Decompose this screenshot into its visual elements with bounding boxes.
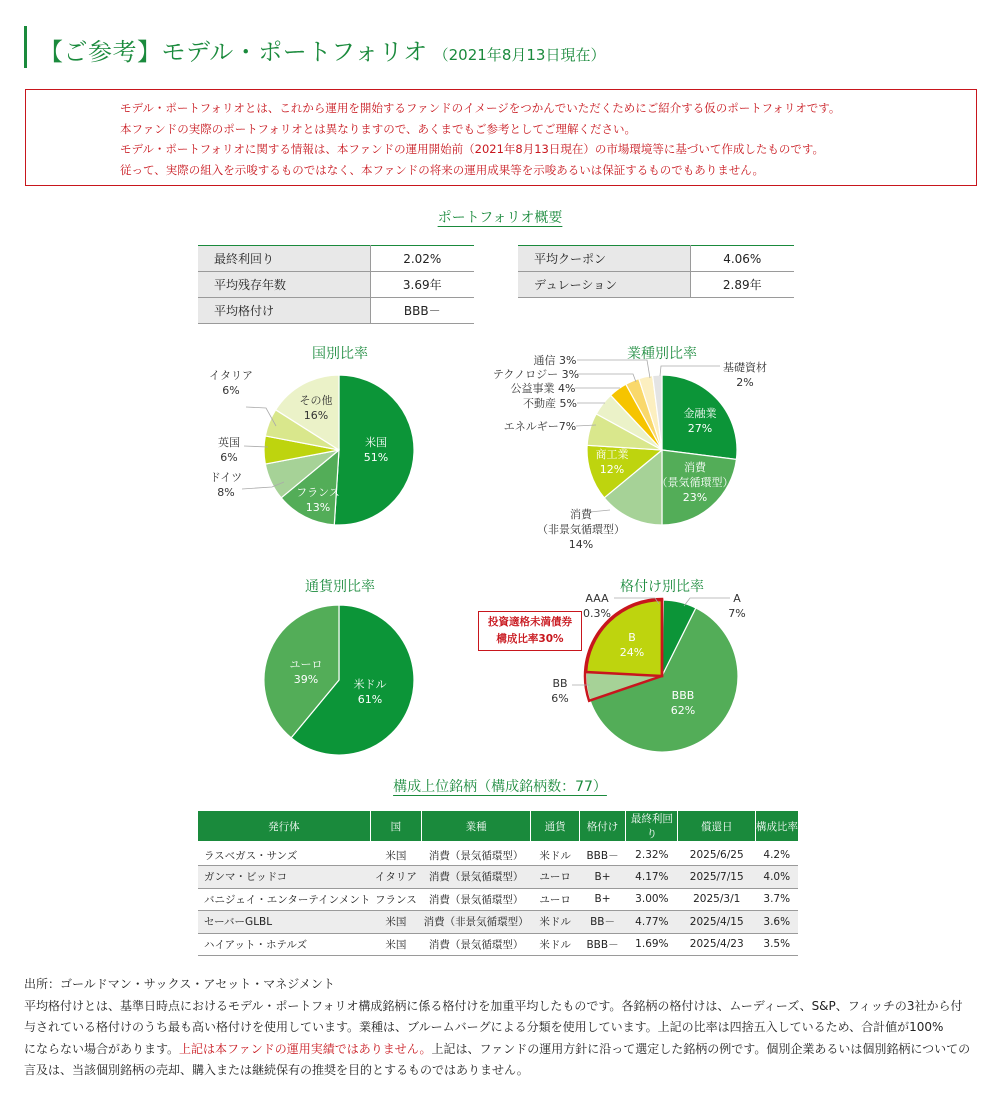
chart-title-rating: 格付け別比率 bbox=[620, 579, 704, 595]
slice-value-label: 23% bbox=[682, 491, 708, 504]
page-title-date: （2021年8月13日現在） bbox=[433, 46, 606, 64]
slice-value-label: 24% bbox=[619, 646, 645, 659]
slice-name-label: B bbox=[628, 631, 636, 644]
slice-name-label: 消費 bbox=[684, 461, 706, 474]
slice-value-label: 公益事業 4% bbox=[510, 382, 576, 395]
summary-value: BBB－ bbox=[370, 298, 474, 324]
col-header: 発行体 bbox=[198, 811, 370, 843]
slice-name-label: AAA bbox=[585, 592, 609, 605]
summary-label: 平均残存年数 bbox=[198, 272, 370, 298]
source-note: 出所：ゴールドマン・サックス・アセット・マネジメント bbox=[24, 977, 335, 991]
summary-value: 2.89年 bbox=[690, 272, 794, 298]
slice-value-label: 0.3% bbox=[583, 607, 611, 620]
table-row bbox=[198, 843, 798, 866]
leader-line bbox=[577, 360, 650, 378]
summary-title: ポートフォリオ概要 bbox=[437, 210, 563, 226]
table-cell: 2025/4/15 bbox=[678, 911, 756, 934]
slice-value-label: 16% bbox=[303, 409, 329, 422]
col-header: 通貨 bbox=[531, 811, 579, 843]
table-cell: バニジェイ・エンターテインメント bbox=[198, 888, 370, 911]
table-row bbox=[198, 933, 798, 956]
table-cell: 2025/4/23 bbox=[678, 933, 756, 956]
slice-name-label: （景気循環型） bbox=[656, 476, 734, 489]
table-cell: 2025/3/1 bbox=[678, 888, 756, 911]
slice-value-label: 62% bbox=[670, 704, 696, 717]
table-cell: フランス bbox=[370, 888, 421, 911]
table-cell: 米国 bbox=[370, 843, 421, 866]
holdings-header-row bbox=[198, 811, 798, 843]
slice-value-label: 7% bbox=[728, 607, 746, 620]
slice-name-label: 金融業 bbox=[683, 407, 717, 420]
slice-value-label: 6% bbox=[220, 451, 238, 464]
summary-label: 平均格付け bbox=[198, 298, 370, 324]
slice-name-label: （非景気循環型） bbox=[537, 523, 625, 536]
table-cell: 米国 bbox=[370, 933, 421, 956]
disclaimer-red: 上記は本ファンドの運用実績ではありません。 bbox=[179, 1041, 432, 1056]
slice-name-label: A bbox=[733, 592, 741, 605]
page-title-text: 【ご参考】モデル・ポートフォリオ bbox=[39, 38, 428, 66]
table-cell: BBB－ bbox=[579, 933, 626, 956]
slice-name-label: イタリア bbox=[209, 369, 253, 382]
table-cell: 米ドル bbox=[531, 843, 579, 866]
slice-name-label: ユーロ bbox=[289, 658, 323, 671]
table-cell: 3.7% bbox=[756, 888, 798, 911]
table-cell: 4.2% bbox=[756, 843, 798, 866]
table-cell: 2025/6/25 bbox=[678, 843, 756, 866]
col-header: 構成比率 bbox=[756, 811, 798, 843]
table-cell: 消費（非景気循環型） bbox=[421, 911, 531, 934]
slice-value-label: テクノロジー 3% bbox=[492, 368, 580, 381]
slice-name-label: 米ドル bbox=[353, 678, 387, 691]
slice-value-label: 通信 3% bbox=[533, 354, 577, 367]
table-cell: 3.5% bbox=[756, 933, 798, 956]
table-cell: ハイアット・ホテルズ bbox=[198, 933, 370, 956]
holdings-title: 構成上位銘柄（構成銘柄数：77） bbox=[393, 779, 607, 795]
leader-line bbox=[684, 598, 730, 606]
slice-value-label: 14% bbox=[568, 538, 594, 551]
table-cell: イタリア bbox=[370, 866, 421, 889]
below-investment-grade-note bbox=[478, 611, 582, 651]
slice-name-label: BB bbox=[552, 677, 568, 690]
table-cell: 4.77% bbox=[626, 911, 678, 934]
table-row bbox=[198, 911, 798, 934]
table-cell: BB－ bbox=[579, 911, 626, 934]
slice-name-label: フランス bbox=[296, 486, 340, 499]
chart-title-country: 国別比率 bbox=[312, 346, 368, 362]
col-header: 業種 bbox=[421, 811, 531, 843]
slice-value-label: 39% bbox=[293, 673, 319, 686]
slice-name-label: 英国 bbox=[218, 436, 240, 449]
slice-value-label: 12% bbox=[599, 463, 625, 476]
holdings-table bbox=[198, 811, 798, 956]
slice-value-label: エネルギー7% bbox=[503, 420, 577, 433]
summary-value: 2.02% bbox=[370, 246, 474, 272]
slice-name-label: 米国 bbox=[365, 436, 387, 449]
table-cell: 4.0% bbox=[756, 866, 798, 889]
col-header: 最終利回り bbox=[626, 811, 678, 843]
leader-line bbox=[577, 374, 636, 382]
slice-value-label: 不動産 5% bbox=[523, 397, 577, 410]
table-cell: B+ bbox=[579, 888, 626, 911]
table-cell: セーバーGLBL bbox=[198, 911, 370, 934]
summary-label: デュレーション bbox=[518, 272, 690, 298]
summary-value: 4.06% bbox=[690, 246, 794, 272]
table-cell: ラスベガス・サンズ bbox=[198, 843, 370, 866]
notice-line-1: モデル・ポートフォリオとは、これから運用を開始するファンドのイメージをつかんでいただくためにご紹介する仮のポートフォリオです。 bbox=[120, 101, 841, 115]
table-cell: ユーロ bbox=[531, 866, 579, 889]
table-cell: 消費（景気循環型） bbox=[421, 888, 531, 911]
leader-line bbox=[590, 510, 610, 512]
summary-label: 平均クーポン bbox=[518, 246, 690, 272]
table-cell: 米ドル bbox=[531, 933, 579, 956]
footer-text: にならない場合があります。 bbox=[24, 1041, 180, 1056]
table-row bbox=[198, 866, 798, 889]
table-row bbox=[198, 888, 798, 911]
slice-name-label: 基礎資材 bbox=[723, 361, 767, 374]
slice-name-label: 消費 bbox=[570, 508, 592, 521]
note-line-2: 構成比率30% bbox=[496, 633, 564, 645]
table-cell: 消費（景気循環型） bbox=[421, 843, 531, 866]
table-cell: 消費（景気循環型） bbox=[421, 933, 531, 956]
table-cell: B+ bbox=[579, 866, 626, 889]
slice-name-label: BBB bbox=[671, 689, 695, 702]
table-cell: 3.6% bbox=[756, 911, 798, 934]
slice-value-label: 51% bbox=[363, 451, 389, 464]
table-cell: 米国 bbox=[370, 911, 421, 934]
table-cell: 2.32% bbox=[626, 843, 678, 866]
chart-title-sector: 業種別比率 bbox=[627, 346, 697, 362]
table-cell: 2025/7/15 bbox=[678, 866, 756, 889]
col-header: 格付け bbox=[579, 811, 626, 843]
table-cell: 4.17% bbox=[626, 866, 678, 889]
footer-line-3 bbox=[24, 1039, 980, 1061]
slice-value-label: 6% bbox=[551, 692, 569, 705]
notice-line-3: モデル・ポートフォリオに関する情報は、本ファンドの運用開始前（2021年8月13日現在）の市場環境等に基づいて作成したものです。 bbox=[120, 142, 824, 156]
pie-slice bbox=[334, 375, 414, 525]
notice-line-2: 本ファンドの実際のポートフォリオとは異なりますので、あくまでもご参考としてご理解ください。 bbox=[120, 121, 636, 136]
notice-line-4: 従って、実際の組入を示唆するものではなく、本ファンドの将来の運用成果等を示唆あるいは保証するものでもありません。 bbox=[120, 162, 764, 177]
table-cell: ガンマ・ビッドコ bbox=[198, 866, 370, 889]
table-cell: BBB－ bbox=[579, 843, 626, 866]
chart-title-currency: 通貨別比率 bbox=[305, 579, 375, 595]
note-line-1: 投資適格未満債券 bbox=[488, 616, 572, 628]
footer-text: 上記は、ファンドの運用方針に沿って選定した銘柄の例です。個別企業あるいは個別銘柄についての bbox=[431, 1041, 971, 1056]
table-cell: ユーロ bbox=[531, 888, 579, 911]
col-header: 国 bbox=[370, 811, 421, 843]
slice-value-label: 13% bbox=[305, 501, 331, 514]
summary-value: 3.69年 bbox=[370, 272, 474, 298]
slice-value-label: 8% bbox=[217, 486, 235, 499]
slice-value-label: 61% bbox=[357, 693, 383, 706]
table-cell: 3.00% bbox=[626, 888, 678, 911]
slice-name-label: ドイツ bbox=[209, 471, 243, 484]
col-header: 償還日 bbox=[678, 811, 756, 843]
table-cell: 消費（景気循環型） bbox=[421, 866, 531, 889]
footer-line-4: 言及は、当該個別銘柄の売却、購入または継続保有の推奨を目的とするものではありません。 bbox=[24, 1063, 529, 1077]
slice-value-label: 27% bbox=[687, 422, 713, 435]
slice-value-label: 2% bbox=[736, 376, 754, 389]
table-cell: 米ドル bbox=[531, 911, 579, 934]
slice-value-label: 6% bbox=[222, 384, 240, 397]
footer-line-1: 平均格付けとは、基準日時点におけるモデル・ポートフォリオ構成銘柄に係る格付けを加重平均したものです。各銘柄の格付けは、ムーディーズ、S&P、フィッチの3社から付 bbox=[24, 998, 963, 1013]
summary-label: 最終利回り bbox=[198, 246, 370, 272]
footer-notes bbox=[24, 974, 980, 1082]
leader-line bbox=[660, 366, 720, 376]
footer-line-2: 与されている格付けのうち最も高い格付けを使用しています。業種は、ブルームバーグによる分類を使用しています。上記の比率は四捨五入しているため、合計値が100% bbox=[24, 1020, 944, 1034]
table-cell: 1.69% bbox=[626, 933, 678, 956]
slice-name-label: 商工業 bbox=[595, 448, 629, 461]
slice-name-label: その他 bbox=[299, 394, 333, 407]
